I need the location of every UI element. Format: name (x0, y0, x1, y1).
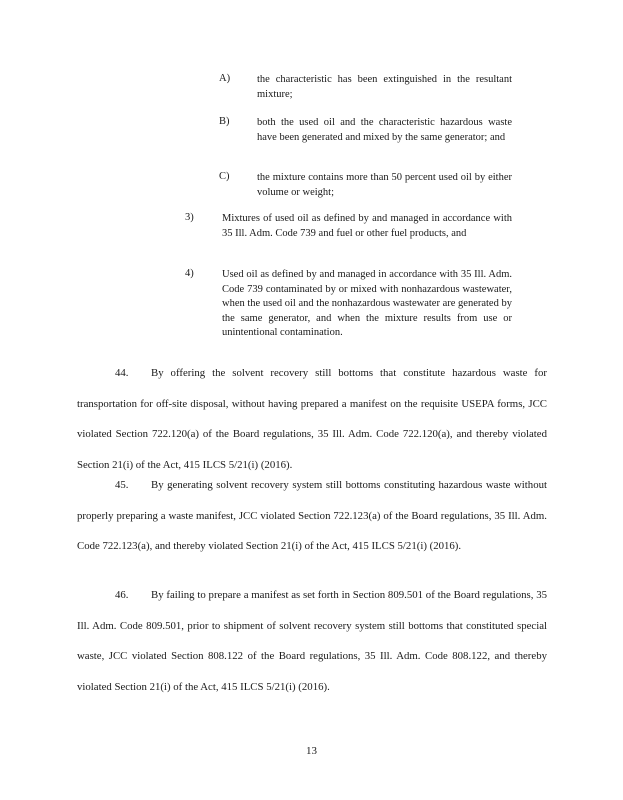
item-text: Used oil as defined by and managed in accordance with 35 Ill. Adm. Code 739 contaminated by or mixed with nonhazardous wastewater, when the used oil and the nonhazardous wastewater are generated by the same generator, and when the mixture results from use or unintentional contamination. (222, 269, 512, 338)
subitem-text: the characteristic has been extinguished in the resultant mixture; (257, 74, 512, 100)
paragraph-45 (77, 470, 547, 562)
subitem-label: B) (219, 116, 230, 127)
subitem-label: A) (219, 73, 231, 84)
paragraph-text: By failing to prepare a manifest as set forth in Section 809.501 of the Board regulations, 35 Ill. Adm. Code 809.501, prior to shipment of solvent recovery system still bottoms that constituted special waste, JCC violated Section 808.122 of the Board regulations, 35 Ill. Adm. Code 808.122, and thereby violated Section 21(i) of the Act, 415 ILCS 5/21(i) (2016). (77, 589, 547, 693)
paragraph-text: By offering the solvent recovery still bottoms that constitute hazardous waste for transportation for off-site disposal, without having prepared a manifest on the requisite USEPA forms, JCC violated Section 722.120(a) of the Board regulations, 35 Ill. Adm. Code 722.120(a), and thereby violated Section 21(i) of the Act, 415 ILCS 5/21(i) (2016). (77, 367, 547, 471)
subitem-label: C) (219, 171, 230, 182)
paragraph-46 (77, 580, 547, 702)
subitem-text: the mixture contains more than 50 percent used oil by either volume or weight; (257, 172, 512, 198)
paragraph-44 (77, 358, 547, 480)
paragraph-text: By generating solvent recovery system still bottoms constituting hazardous waste without properly preparing a waste manifest, JCC violated Section 722.123(a) of the Board regulations, 35 Ill. Adm. Code 722.123(a), and thereby violated Section 21(i) of the Act, 415 ILCS 5/21(i) (2016). (77, 479, 547, 552)
item-label: 3) (185, 212, 194, 223)
paragraph-number: 44. (115, 367, 129, 379)
paragraph-number: 45. (115, 479, 129, 491)
page-number: 13 (306, 745, 317, 757)
item-label: 4) (185, 268, 194, 279)
item-text: Mixtures of used oil as defined by and managed in accordance with 35 Ill. Adm. Code 739 and fuel or other fuel products, and (222, 213, 512, 239)
subitem-text: both the used oil and the characteristic hazardous waste have been generated and mixed by the same generator; and (257, 117, 512, 143)
paragraph-number: 46. (115, 589, 129, 601)
